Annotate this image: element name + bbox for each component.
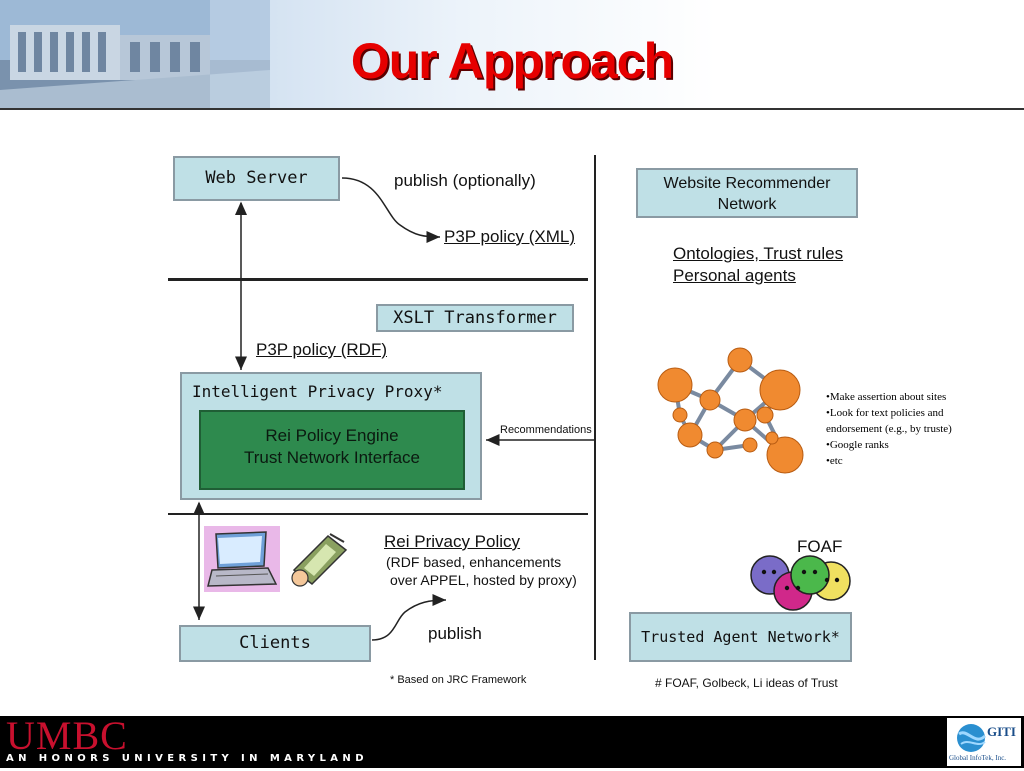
foaf-note: # FOAF, Golbeck, Li ideas of Trust [655,676,838,690]
bullet-list [826,389,986,469]
column-divider [594,155,596,660]
rei-policy-line2: over APPEL, hosted by proxy) [390,572,577,588]
web-server-box: Web Server [173,156,340,201]
bullet-item: •etc [826,455,843,467]
giti-text: GITI [987,724,1016,739]
rei-policy-title: Rei Privacy Policy [384,532,521,551]
layer-separator-bottom [168,513,588,515]
pda-icon [288,530,352,588]
privacy-proxy-box [180,372,482,500]
p3p-rdf-label: P3P policy (RDF) [256,340,387,359]
foaf-label: FOAF [797,537,843,556]
p3p-xml-label: P3P policy (XML) [444,227,576,246]
ontologies-label: Ontologies, Trust rules [673,244,844,263]
engine-line1: Rei Policy Engine [265,426,399,445]
publish-optionally-label: publish (optionally) [394,171,536,190]
bullet-item: •Make assertion about sites [826,391,947,403]
xslt-transformer-box: XSLT Transformer [376,304,574,332]
giti-caption: Global InfoTek, Inc. [949,754,1007,762]
jrc-note: * Based on JRC Framework [390,674,527,686]
trust-network-graph [650,340,815,485]
rei-engine-box [199,410,465,490]
personal-agents-label: Personal agents [673,266,796,285]
recommender-network-box [636,168,858,218]
rei-policy-line1: (RDF based, enhancements [386,554,562,570]
recommendations-label: Recommendations [500,424,592,436]
privacy-proxy-label: Intelligent Privacy Proxy* [192,382,443,401]
university-tagline: AN HONORS UNIVERSITY IN MARYLAND [6,753,368,764]
clients-box: Clients [179,625,371,662]
bullet-item: •Google ranks [826,439,889,451]
slide-title: Our Approach [350,33,674,89]
publish-label: publish [428,624,482,643]
giti-logo [947,718,1021,766]
recommender-network-label: Website Recommender Network [663,175,831,213]
layer-separator-top [168,278,588,281]
engine-line2: Trust Network Interface [243,448,421,467]
foaf-faces-icon [745,553,855,613]
laptop-icon [204,526,280,592]
umbc-logo: UMBC [6,713,128,758]
trusted-agent-network-box: Trusted Agent Network* [629,612,852,662]
bullet-item: •Look for text policies and endorsement (e.g., by truste) [826,407,952,435]
